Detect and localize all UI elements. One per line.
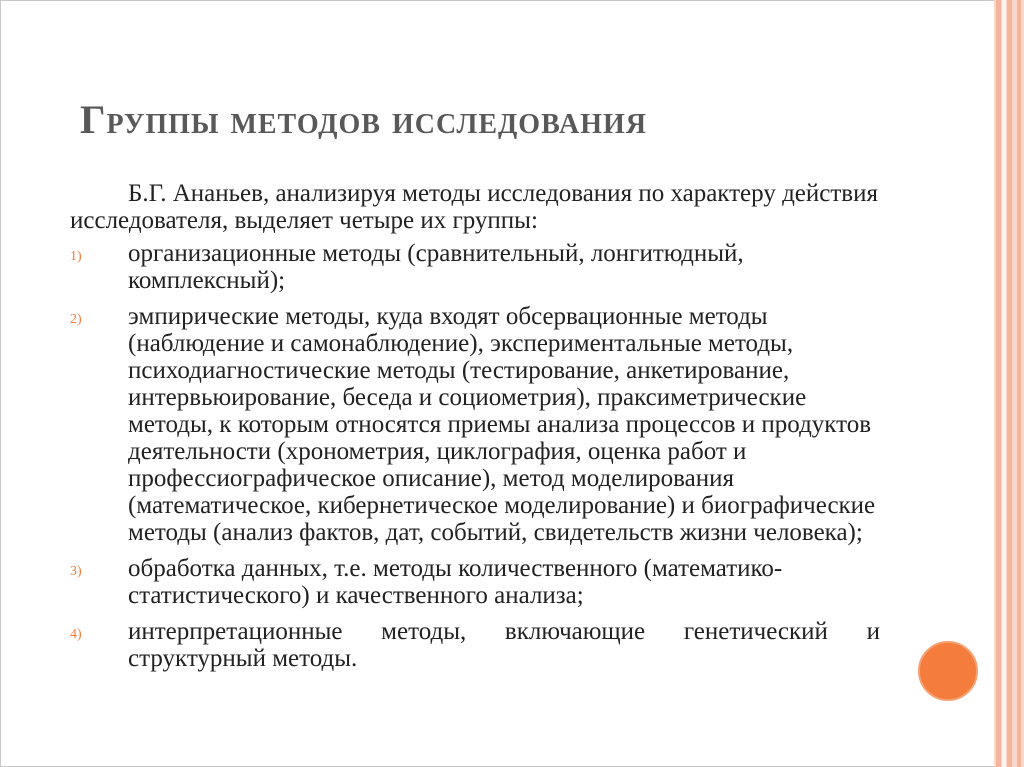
list-item-text: обработка данных, т.е. методы количественного (математико-статистического) и качественного анализа; — [128, 555, 783, 609]
list-item — [70, 240, 880, 294]
list-item-text: организационные методы (сравнительный, лонгитюдный, комплексный); — [128, 240, 744, 294]
decorative-stripe — [996, 0, 1001, 767]
slide-body — [70, 180, 880, 681]
decorative-stripe — [1017, 0, 1021, 767]
list-item-text: интерпретационные методы, включающие генетический и структурный методы. — [128, 618, 880, 672]
list-number: 4) — [70, 627, 82, 642]
list-item — [70, 555, 880, 609]
decorative-stripe — [1007, 0, 1012, 767]
list-item — [70, 618, 880, 672]
intro-paragraph: Б.Г. Ананьев, анализируя методы исследования по характеру действия исследователя, выделяет четыре их группы: — [70, 180, 878, 234]
methods-list — [70, 240, 880, 672]
list-number: 1) — [70, 249, 82, 264]
slide-title: Группы методов исследования — [80, 97, 647, 142]
list-item — [70, 303, 880, 546]
list-item-text: эмпирические методы, куда входят обсервационные методы (наблюдение и самонаблюдение), экспериментальные методы, психодиагностические методы (тестирование, анкетирование, интервьюирование, беседа и социометрия), праксиметрические методы, к которым относятся приемы анализа процессов и продуктов деятельности (хронометрия, циклография, оценка работ и профессиографическое описание), метод моделирования (математическое, кибернетическое моделирование) и биографические методы (анализ фактов, дат, событий, свидетельств жизни человека); — [128, 303, 876, 546]
list-number: 2) — [70, 312, 82, 327]
list-number: 3) — [70, 564, 82, 579]
decorative-circle — [918, 641, 978, 701]
decorative-stripe — [1002, 0, 1006, 767]
